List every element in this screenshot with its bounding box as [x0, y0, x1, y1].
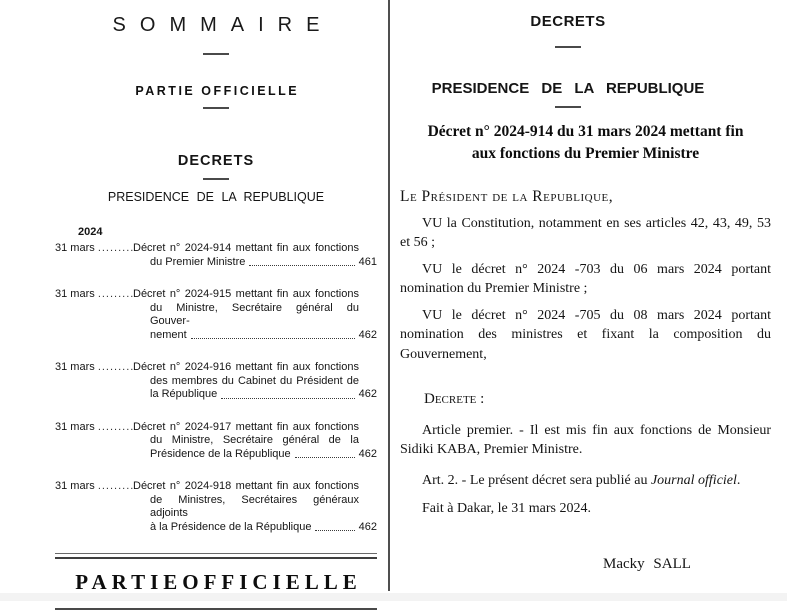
toc-entry-text [133, 242, 377, 269]
dateline: Fait à Dakar, le 31 mars 2024. [422, 501, 591, 516]
article2-period: . [736, 472, 741, 488]
toc-entry-line: Décret n° 2024-918 mettant fin aux fonctions [133, 480, 359, 492]
visa-paragraph: VU le décret n° 2024 -705 du 08 mars 2024 portant nomination des ministres et fixant la composition du Gouvernement, [400, 307, 771, 362]
rule [555, 46, 581, 48]
toc-date-text: 31 mars [55, 288, 95, 300]
journal-officiel-italic: Journal officiel [650, 472, 737, 488]
toc-entry-lastline [133, 256, 377, 270]
toc-entry-text [133, 480, 377, 534]
signature: Macky SALL [603, 555, 691, 572]
dot-leader [295, 457, 355, 458]
toc-date-text: 31 mars [55, 242, 95, 254]
toc-entry-line: de Ministres, Secrétaires généraux adjoints [150, 493, 359, 519]
toc-entry-date [55, 242, 133, 269]
article2-text: Art. 2. - Le présent décret sera publié au [422, 472, 651, 488]
toc-date-dots: ......... [97, 242, 135, 254]
toc-date-dots: ......... [97, 480, 135, 492]
toc-entry-text [133, 421, 377, 462]
toc-entry-line: Décret n° 2024-917 mettant fin aux fonctions [133, 420, 359, 433]
column-divider [388, 0, 390, 591]
toc-entry-date [55, 421, 133, 462]
toc-date-dots: ......... [97, 361, 135, 373]
toc-entry-page: 462 [358, 328, 377, 341]
toc-entry-date [55, 288, 133, 342]
toc-entry-line: nement [150, 328, 187, 341]
toc-entry-lastline [133, 329, 377, 343]
toc-entry-date [55, 480, 133, 534]
decree-title [400, 121, 771, 164]
decrets-column [400, 0, 771, 574]
rule [203, 53, 229, 55]
partie-officielle-footer: PARTIEOFFICIELLE [75, 570, 362, 594]
rule [555, 106, 581, 108]
presidence-heading-right: PRESIDENCE DE LA REPUBLIQUE [431, 80, 705, 97]
article-paragraph-2 [400, 471, 771, 491]
toc-entry [55, 480, 377, 534]
decrets-header-block [400, 13, 736, 108]
salutation: Le Président de la Republique, [400, 188, 614, 205]
toc-entry-line: Décret n° 2024-914 mettant fin aux fonctions [133, 242, 359, 254]
toc-entry-lastline [133, 448, 377, 462]
toc-date-text: 31 mars [55, 420, 95, 433]
presidence-heading-left: PRESIDENCE DE LA REPUBLIQUE [107, 190, 325, 204]
toc-entry-page: 461 [358, 255, 377, 268]
dot-leader [249, 265, 354, 266]
decree-body [400, 187, 771, 574]
toc-entry-date [55, 361, 133, 402]
article-paragraph-1: Article premier. - Il est mis fin aux fonctions de Monsieur Sidiki KABA, Premier Ministre. [400, 422, 771, 457]
rule [203, 107, 229, 109]
toc-entry-text [133, 288, 377, 342]
toc-year: 2024 [78, 226, 103, 238]
toc-entry-lastline [133, 388, 377, 402]
toc-entry-line: Décret n° 2024-916 mettant fin aux fonctions [133, 361, 359, 373]
toc-date-dots: ......... [97, 288, 135, 300]
toc-entry-line: la République [150, 388, 218, 400]
double-rule [55, 553, 377, 559]
partie-officielle-heading: PARTIE OFFICIELLE [135, 84, 300, 98]
toc-entry-line: du Ministre, Secrétaire général de la [150, 434, 359, 446]
dot-leader [191, 338, 355, 339]
dot-leader [315, 530, 354, 531]
toc-entry-line: à la Présidence de la République [150, 520, 312, 533]
toc-entry-page: 462 [358, 520, 377, 533]
toc-entry-lastline [133, 521, 377, 535]
toc-entry-line: du Premier Ministre [150, 255, 246, 268]
toc-entry-line: Décret n° 2024-915 mettant fin aux fonctions [133, 288, 359, 300]
visa-paragraph: VU la Constitution, notamment en ses articles 42, 43, 49, 53 et 56 ; [400, 215, 771, 250]
toc-date-dots: ......... [97, 420, 135, 433]
decrets-heading-left: DECRETS [177, 153, 255, 169]
toc-entry-page: 462 [358, 388, 377, 400]
decree-title-line1: Décret n° 2024-914 du 31 mars 2024 mettant fin [427, 123, 744, 140]
toc-entry-line: Présidence de la République [150, 447, 291, 460]
dot-leader [221, 398, 354, 399]
toc-entry [55, 421, 377, 462]
toc-entry-line: des membres du Cabinet du Président de [150, 374, 360, 387]
decrets-heading-right: DECRETS [530, 13, 606, 30]
rule [203, 178, 229, 180]
toc-entry-page: 462 [358, 447, 377, 460]
toc-date-text: 31 mars [55, 480, 95, 492]
toc-entry [55, 288, 377, 342]
sommaire-column [55, 0, 377, 610]
toc-entry [55, 361, 377, 402]
decrete-label: Decrete : [424, 391, 485, 407]
toc-list [55, 242, 377, 534]
visa-paragraph: VU le décret n° 2024 -703 du 06 mars 2024 portant nomination du Premier Ministre ; [400, 261, 771, 296]
decree-title-line2: aux fonctions du Premier Ministre [471, 144, 700, 162]
toc-entry [55, 242, 377, 269]
sommaire-title: SOMMAIRE [112, 14, 334, 36]
toc-entry-text [133, 361, 377, 402]
toc-entry-line: du Ministre, Secrétaire général du Gouver- [150, 301, 359, 327]
toc-date-text: 31 mars [55, 361, 95, 373]
